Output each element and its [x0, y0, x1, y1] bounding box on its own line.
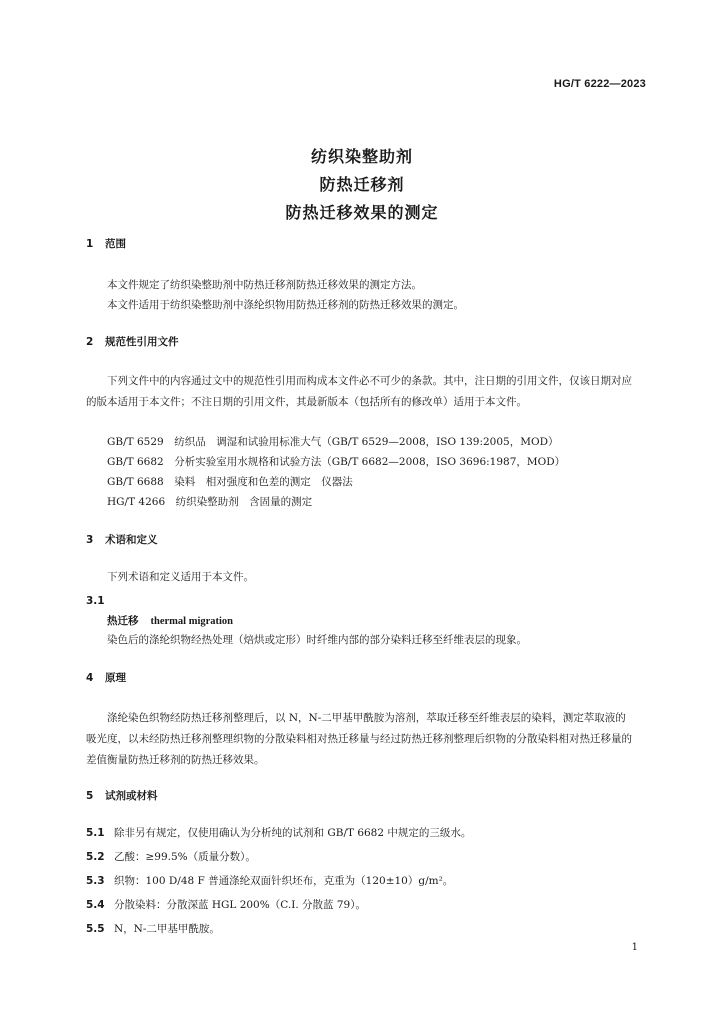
- item-number: 5.2: [86, 851, 105, 863]
- page-number: 1: [631, 942, 638, 953]
- section-number: 2: [86, 336, 94, 348]
- reference-item: HG/T 4266 纺织染整助剂 含固量的测定: [107, 496, 313, 508]
- reference-item: GB/T 6688 染料 相对强度和色差的测定 仪器法: [107, 476, 353, 488]
- section-2-intro: 下列文件中的内容通过文中的规范性引用而构成本文件必不可少的条款。其中，注日期的引用文件，仅该日期对应的版本适用于本文件；不注日期的引用文件，其最新版本（包括所有的修改单）适用于本文件。: [86, 375, 632, 408]
- reagent-item: [86, 921, 220, 936]
- section-title: 原理: [105, 672, 126, 684]
- section-5-heading: [86, 788, 158, 803]
- section-number: 4: [86, 672, 94, 684]
- title-line-3: 防热迁移效果的测定: [285, 203, 439, 222]
- item-number: 5.1: [86, 827, 105, 839]
- reference-item: GB/T 6529 纺织品 调湿和试验用标准大气（GB/T 6529—2008，ISO 139:2005，MOD）: [107, 436, 559, 448]
- document-title: [0, 143, 724, 227]
- term-chinese: 热迁移: [107, 615, 139, 627]
- section-1-paragraph-2: 本文件适用于纺织染整助剂中涤纶织物用防热迁移剂的防热迁移效果的测定。: [107, 299, 464, 311]
- item-number: 5.5: [86, 923, 105, 935]
- item-text: N，N-二甲基甲酰胺。: [114, 923, 220, 935]
- section-4-heading: [86, 670, 126, 685]
- section-title: 范围: [105, 238, 126, 250]
- item-text: 织物：100 D/48 F 普通涤纶双面针织坯布，克重为（120±10）g/m²。: [114, 875, 454, 887]
- reference-item: GB/T 6682 分析实验室用水规格和试验方法（GB/T 6682—2008，ISO 3696:1987，MOD）: [107, 456, 566, 468]
- standard-number: HG/T 6222—2023: [553, 78, 646, 90]
- section-title: 术语和定义: [105, 534, 158, 546]
- section-title: 规范性引用文件: [105, 336, 179, 348]
- item-number: 5.3: [86, 875, 105, 887]
- term-entry: [107, 613, 233, 628]
- term-english: thermal migration: [150, 616, 234, 627]
- reagent-item: [86, 849, 256, 864]
- section-2-heading: [86, 334, 179, 349]
- section-title: 试剂或材料: [105, 790, 158, 802]
- section-number: 1: [86, 238, 94, 250]
- section-3-heading: [86, 532, 158, 547]
- section-number: 5: [86, 790, 94, 802]
- reagent-item: [86, 897, 366, 912]
- section-number: 3: [86, 534, 94, 546]
- section-1-heading: [86, 236, 126, 251]
- section-1-paragraph-1: 本文件规定了纺织染整助剂中防热迁移剂防热迁移效果的测定方法。: [107, 279, 422, 291]
- section-3-intro: 下列术语和定义适用于本文件。: [107, 571, 254, 583]
- section-4-text: 涤纶染色织物经防热迁移剂整理后，以 N，N-二甲基甲酰胺为溶剂，萃取迁移至纤维表层的染料，测定萃取液的吸光度，以未经防热迁移剂整理织物的分散染料相对热迁移量与经过防热迁移剂整理后织物的分散染料相对热迁移量的差值衡量防热迁移剂的防热迁移效果。: [86, 712, 632, 766]
- term-number: 3.1: [86, 595, 105, 607]
- title-line-2: 防热迁移剂: [319, 175, 405, 194]
- title-line-1: 纺织染整助剂: [310, 147, 413, 166]
- item-number: 5.4: [86, 899, 105, 911]
- item-text: 分散染料：分散深蓝 HGL 200%（C.I. 分散蓝 79）。: [114, 899, 366, 911]
- reagent-item: [86, 873, 453, 888]
- term-definition: 染色后的涤纶织物经热处理（焙烘或定形）时纤维内部的部分染料迁移至纤维表层的现象。: [107, 634, 527, 646]
- item-text: 乙酸：≥99.5%（质量分数）。: [114, 851, 256, 863]
- item-text: 除非另有规定，仅使用确认为分析纯的试剂和 GB/T 6682 中规定的三级水。: [114, 827, 472, 839]
- reagent-item: [86, 825, 471, 840]
